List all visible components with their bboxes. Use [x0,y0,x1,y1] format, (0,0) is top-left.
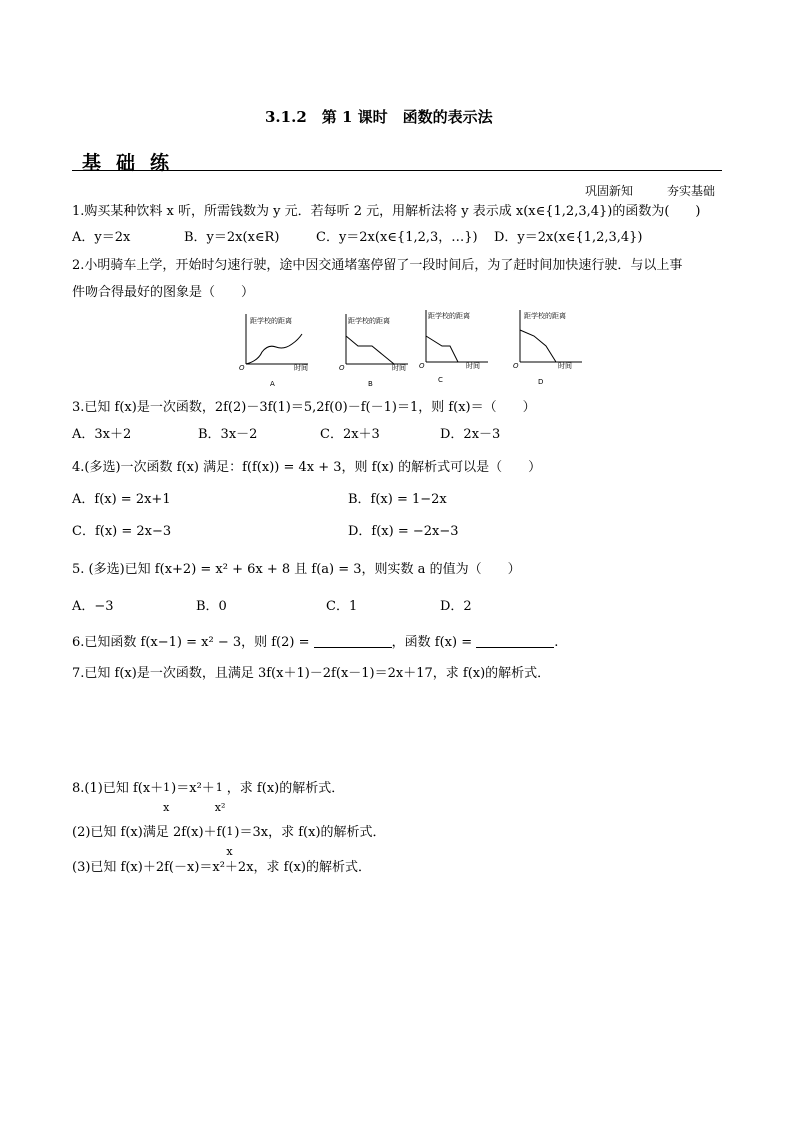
q8-part2-text-b: )＝3x，求 f(x)的解析式． [234,825,386,840]
q8-part1 [72,781,345,814]
subheader-right: 夯实基础 [667,184,716,198]
graph-d-ylabel: 距学校的距离 [524,312,566,320]
q1-option-d: D．y＝2x(x∈{1,2,3,4}) [494,230,643,245]
q6-blank-1[interactable] [314,635,392,648]
graph-c-ylabel: 距学校的距离 [428,312,470,320]
q5-option-d: D．2 [440,599,472,614]
graph-a-letter: A [270,380,275,388]
graph-c-origin: O [419,362,425,370]
q6-blank-2[interactable] [476,635,554,648]
q3-stem: 3.已知 f(x)是一次函数，2f(2)－3f(1)＝5,2f(0)－f(－1)＝1，则 f(x)＝（ ） [72,400,536,415]
q1-stem: 1.购买某种饮料 x 听，所需钱数为 y 元．若每听 2 元，用解析法将 y 表示成 x(x∈{1,2,3,4})的函数为( ) [72,204,701,219]
graph-c [416,306,496,388]
q5-option-a: A．−3 [72,599,114,614]
q8-part2-text-a: (2)已知 f(x)满足 2f(x)＋f( [72,825,227,840]
q8-part1-numerator-2: 1 [215,781,223,794]
graph-d-origin: O [513,362,519,370]
graph-a-xlabel: 时间 [294,364,308,372]
q8-part2-numerator: 1 [226,825,234,838]
q3-option-a: A．3x＋2 [72,427,132,442]
graph-b-xlabel: 时间 [392,364,406,372]
graph-b-origin: O [339,364,345,372]
q1-option-a: A．y＝2x [72,230,131,245]
graph-d [510,306,590,388]
q5-stem: 5. (多选)已知 f(x+2) = x² + 6x + 8 且 f(a) = 3，则实数 a 的值为（ ） [72,562,521,577]
q8-part2 [72,825,386,858]
q3-option-c: C．2x＋3 [320,427,380,442]
q6-part1: 6.已知函数 f(x−1) = x² − 3，则 f(2) = [72,635,314,650]
q4-option-b: B．f(x) = 1−2x [348,492,447,507]
q5-option-b: B．0 [196,599,227,614]
q1-option-c: C．y＝2x(x∈{1,2,3，…}) [316,230,478,245]
graph-b-letter: B [368,380,373,388]
q7-stem: 7.已知 f(x)是一次函数，且满足 3f(x＋1)－2f(x－1)＝2x＋17，求 f(x)的解析式． [72,666,551,681]
graph-a-origin: O [239,364,245,372]
graph-d-letter: D [538,378,544,386]
q8-part2-denominator: x [226,845,233,858]
q2-stem-line2: 件吻合得最好的图象是（ ） [72,285,255,300]
graph-c-xlabel: 时间 [466,362,480,370]
graph-b [336,308,416,390]
graph-c-letter: C [438,376,443,384]
q6-part2: ，函数 f(x) = [391,635,477,650]
subheader-left: 巩固新知 [585,184,634,198]
q4-option-d: D．f(x) = −2x−3 [348,524,459,539]
section-rule [72,170,722,171]
graph-a [236,308,316,390]
graph-a-ylabel: 距学校的距离 [250,317,292,325]
q3-option-d: D．2x－3 [440,427,501,442]
q4-option-a: A．f(x) = 2x+1 [72,492,171,507]
q8-part1-text-b: )＝x²＋ [171,781,215,796]
q8-part1-denominator: x [163,801,170,814]
q8-part1-denominator-2: x² [214,801,226,814]
q4-option-c: C．f(x) = 2x−3 [72,524,172,539]
graph-b-ylabel: 距学校的距离 [348,317,390,325]
q8-part1-numerator: 1 [163,781,171,794]
section-heading: 基础练 [82,152,185,174]
q5-option-c: C．1 [326,599,358,614]
page-title: 3.1.2 第 1 课时 函数的表示法 [265,108,493,126]
q8-part3: (3)已知 f(x)＋2f(－x)＝x²＋2x，求 f(x)的解析式． [72,860,371,875]
q3-option-b: B．3x－2 [198,427,258,442]
q8-part1-text-a: 8.(1)已知 f(x＋ [72,781,164,796]
q1-option-b: B．y＝2x(x∈R) [184,230,280,245]
q6-end: . [554,635,559,650]
q4-stem: 4.(多选)一次函数 f(x) 满足：f(f(x)) = 4x + 3，则 f(x) 的解析式可以是（ ） [72,460,542,475]
graph-d-xlabel: 时间 [558,362,572,370]
q2-stem-line1: 2.小明骑车上学，开始时匀速行驶，途中因交通堵塞停留了一段时间后，为了赶时间加快速行驶．与以上事 [72,258,683,273]
q8-part1-text-c: ，求 f(x)的解析式． [226,781,345,796]
q6-line [72,635,558,651]
